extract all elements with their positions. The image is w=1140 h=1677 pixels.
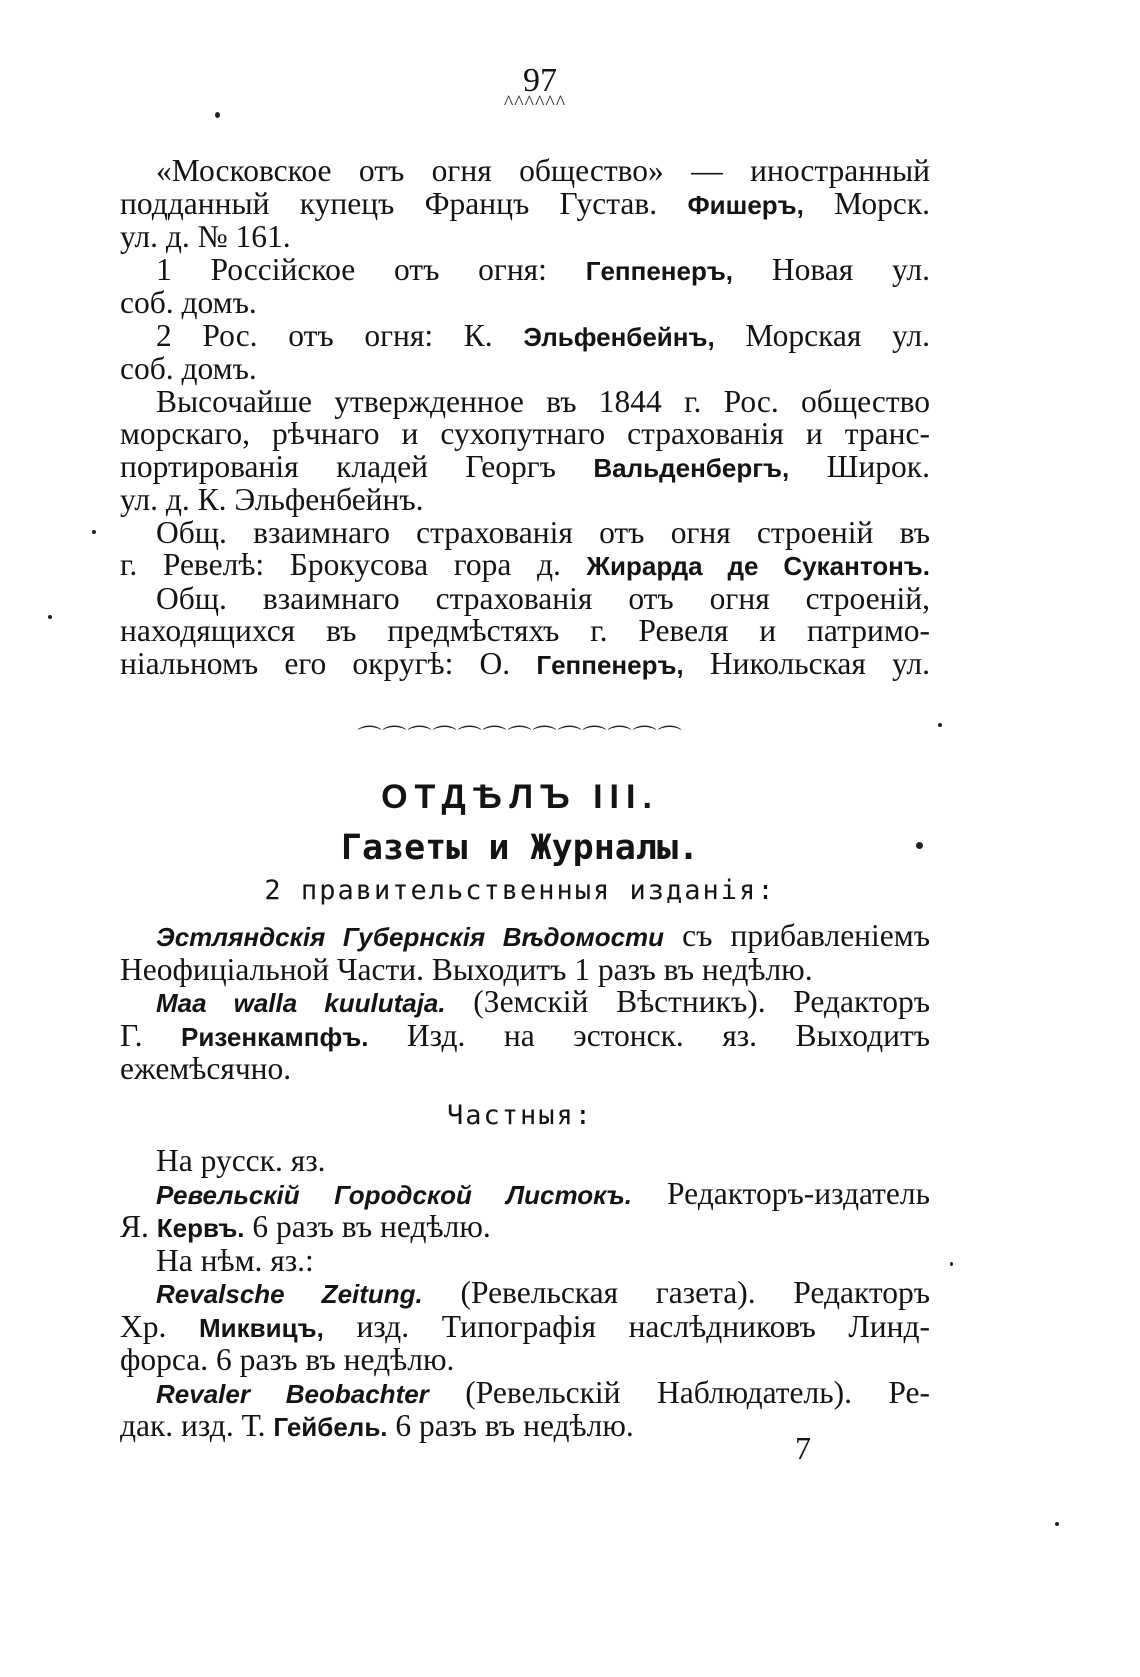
entry-sea-river-land: Высочайше утвержденное въ 1844 г. Рос. общество морскаго, рѣчнаго и сухопутнаго страхованiя и транс- портированiя кладей Георгъ Вальденбергъ, Широк. ул. д. К. Эльфенбейнъ. xyxy=(120,383,930,517)
scan-speck xyxy=(92,530,96,534)
page-number: 97 xyxy=(523,62,557,99)
entry-maa-walla: Maa walla kuulutaja. (Земскiй Вѣстникъ). Редакторъ Г. Ризенкампфъ. Изд. на эстонск. яз. Выходитъ ежемѣсячно. xyxy=(120,984,931,1086)
section-subheading: Газеты и Журналы. xyxy=(340,828,700,868)
entry-russian-fire-1: 1 Россiйское отъ огня: Гeппенеръ, Новая ул. соб. домъ. xyxy=(120,251,931,320)
entry-russian-fire-2: 2 Рос. отъ огня: К. Эльфенбейнъ, Морская ул. соб. домъ. xyxy=(120,317,931,386)
scan-speck xyxy=(48,615,52,619)
russian-language-label: На русск. яз. xyxy=(156,1143,326,1178)
entry-mutual-reval: Общ. взаимнаго страхованiя отъ огня строенiй въ г. Ревелѣ: Брокусова гора д. Жирарда де Сукантонъ. xyxy=(120,514,930,582)
german-language-label: На нѣм. яз.: xyxy=(156,1242,314,1278)
scan-speck xyxy=(938,723,942,727)
scan-speck xyxy=(1055,1522,1059,1526)
insurance-list xyxy=(120,155,930,681)
entry-moscow-fire: «Московское отъ огня общество» — иностранный подданный купецъ Францъ Густав. Фишеръ, Морск. ул. д. № 161. xyxy=(120,153,931,254)
entry-estland-gazette: Эстляндскiя Губернскiя Вѣдомости съ прибавленiемъ Неофицiальной Части. Выходитъ 1 разъ въ недѣлю. xyxy=(120,918,930,987)
gov-publications-list xyxy=(120,920,930,1086)
section-divider-ornament: ⌒⌒⌒⌒⌒⌒⌒⌒⌒⌒⌒⌒⌒ xyxy=(357,726,683,752)
gov-publications-heading: 2 правительственныя изданiя: xyxy=(264,875,776,906)
private-publications-heading: Частныя: xyxy=(446,1100,594,1131)
entry-mutual-suburbs: Общ. взаимнаго страхованiя отъ огня строенiй, находящихся въ предмѣстяхъ г. Ревеля и патримо- нiальномъ его округѣ: О. Гeппенеръ, Никольская ул. xyxy=(120,580,931,681)
entry-revalsche-zeitung: Revalsche Zeitung. (Ревельская газета). Редакторъ Хр. Миквицъ, изд. Типографiя наслѣдниковъ Линд- форса. 6 разъ въ недѣлю. xyxy=(120,1275,931,1377)
entry-revel-city-sheet: Ревельскiй Городской Листокъ. Редакторъ-издатель Я. Кервъ. 6 разъ въ недѣлю. xyxy=(120,1175,930,1244)
private-publications-list xyxy=(120,1145,930,1444)
scan-speck xyxy=(916,842,923,849)
entry-revaler-beobachter: Revaler Beobachter (Ревельскiй Наблюдатель). Ре- дак. изд. Т. Гейбель. 6 разъ въ недѣлю. xyxy=(120,1374,931,1443)
scan-speck xyxy=(215,112,220,118)
scan-speck xyxy=(950,1262,953,1266)
section-heading: ОТДѢЛЪ III. xyxy=(381,778,659,816)
signature-mark: 7 xyxy=(795,1430,811,1466)
header-ornament: ^^^^^^ xyxy=(503,92,567,114)
